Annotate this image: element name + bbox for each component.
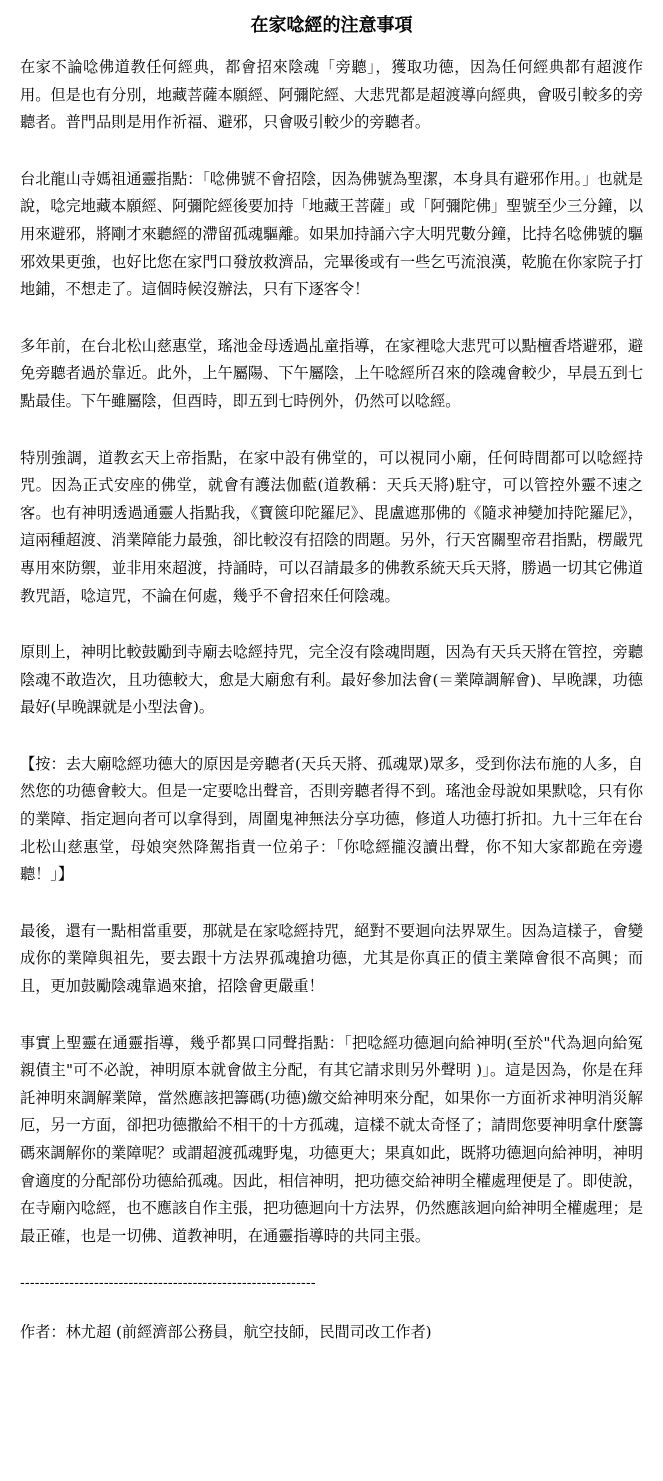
paragraph-4: 特別強調，道教玄天上帝指點，在家中設有佛堂的，可以視同小廟，任何時間都可以唸經持咒。因為正式安座的佛堂，就會有護法伽藍(道教稱：天兵天將)駐守，可以管控外靈不速之客。也有神明透過通靈人指點我，《寶篋印陀羅尼》、毘盧遮那佛的《隨求神變加持陀羅尼》，這兩種超渡、消業障能力最強，卻比較沒有招陰的問題。另外，行天宮關聖帝君指點，楞嚴咒專用來防禦，並非用來超渡，持誦時，可以召請最多的佛教系統天兵天將，勝過一切其它佛道教咒語，唸這咒，不論在何處，幾乎不會招來任何陰魂。 xyxy=(20,448,643,605)
paragraph-3: 多年前，在台北松山慈惠堂，瑤池金母透過乩童指導，在家裡唸大悲咒可以點檀香塔避邪，避免旁聽者過於靠近。此外，上午屬陽、下午屬陰，上午唸經所召來的陰魂會較少，早晨五到七點最佳。下午雖屬陰，但酉時，即五到七時例外，仍然可以唸經。 xyxy=(20,336,643,410)
author-credit: 作者：林尤超 (前經濟部公務員，航空技師，民間司改工作者) xyxy=(20,1323,432,1342)
paragraph-7: 最後，還有一點相當重要，那就是在家唸經持咒，絕對不要迴向法界眾生。因為這樣子，會變成你的業障與祖先，要去跟十方法界孤魂搶功德，尤其是你真正的債主業障會很不高興；而且，更加鼓勵陰魂靠過來搶，招陰會更嚴重！ xyxy=(20,921,643,996)
divider-line: ------------------------------------------------------------ xyxy=(20,1275,316,1292)
paragraph-5: 原則上，神明比較鼓勵到寺廟去唸經持咒，完全沒有陰魂問題，因為有天兵天將在管控，旁聽陰魂不敢造次，且功德較大，愈是大廟愈有利。最好參加法會(＝業障調解會)、早晚課，功德最好(早晚課就是小型法會)。 xyxy=(20,643,643,717)
page-title: 在家唸經的注意事項 xyxy=(250,15,413,36)
paragraph-2: 台北龍山寺媽祖通靈指點：「唸佛號不會招陰，因為佛號為聖潔，本身具有避邪作用。」也就是說，唸完地藏本願經、阿彌陀經後要加持「地藏王菩薩」或「阿彌陀佛」聖號至少三分鐘，以用來避邪，將剛才來聽經的滯留孤魂驅離。如果加持誦六字大明咒數分鐘，比持名唸佛號的驅邪效果更強，也好比您在家門口發放救濟品，完畢後或有一些乞丐流浪漢，乾脆在你家院子打地鋪，不想走了。這個時候沒辦法，只有下逐客令！ xyxy=(20,169,643,299)
paragraph-1: 在家不論唸佛道教任何經典，都會招來陰魂「旁聽」，獲取功德，因為任何經典都有超渡作用。但是也有分別，地藏菩薩本願經、阿彌陀經、大悲咒都是超渡導向經典，會吸引較多的旁聽者。普門品則是用作祈福、避邪，只會吸引較少的旁聽者。 xyxy=(20,58,643,132)
paragraph-6: 【按：去大廟唸經功德大的原因是旁聽者(天兵天將、孤魂眾)眾多，受到你法布施的人多，自然您的功德會較大。但是一定要唸出聲音，否則旁聽者得不到。瑤池金母說如果默唸，只有你的業障、指定迴向者可以拿得到，周圍鬼神無法分享功德，修道人功德打折扣。九十三年在台北松山慈惠堂，母娘突然降駕指責一位弟子：「你唸經攏沒讀出聲，你不知大家都跪在旁邊聽！」】 xyxy=(20,754,643,884)
paragraph-8: 事實上聖靈在通靈指導，幾乎都異口同聲指點：「把唸經功德迴向給神明(至於"代為迴向給冤親債主"可不必說，神明原本就會做主分配，有其它請求則另外聲明 )」。這是因為，你是在拜託神明來調解業障，當然應該把籌碼(功德)繳交給神明來分配，如果你一方面祈求神明消災解厄，另一方面，卻把功德撒給不相干的十方孤魂，這樣不就太奇怪了；請問您要神明拿什麼籌碼來調解你的業障呢？或謂超渡孤魂野鬼，功德更大；果真如此，既將功德迴向給神明，神明會適度的分配部份功德給孤魂。因此，相信神明，把功德交給神明全權處理便是了。即使說，在寺廟內唸經，也不應該自作主張，把功德迴向十方法界，仍然應該迴向給神明全權處理；是最正確，也是一切佛、道教神明，在通靈指導時的共同主張。 xyxy=(20,1033,643,1245)
